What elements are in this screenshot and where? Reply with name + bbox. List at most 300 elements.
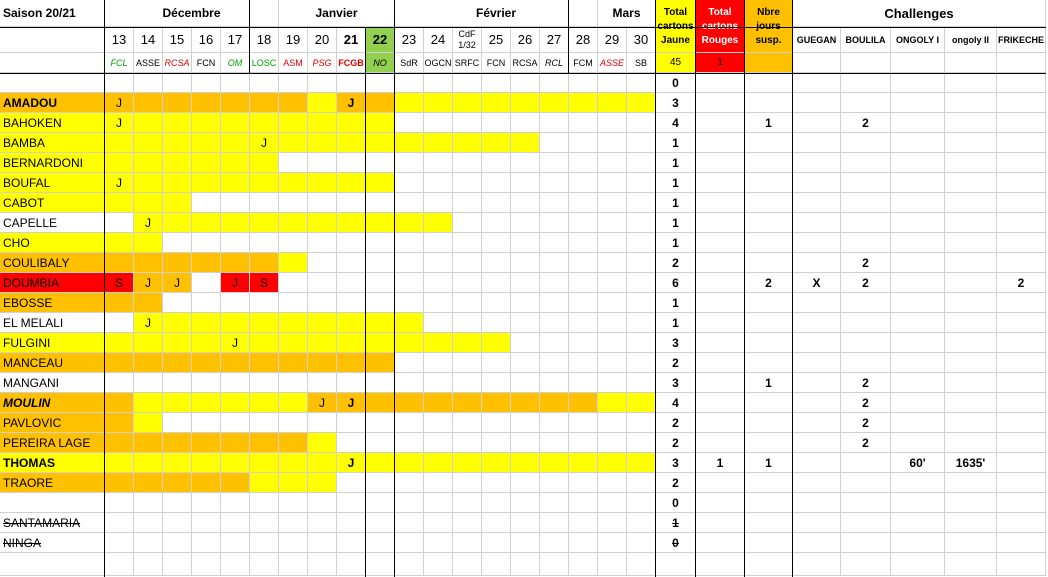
match-cell[interactable] (105, 453, 134, 473)
player-name-cell[interactable]: MANGANI (0, 373, 105, 393)
match-cell[interactable] (105, 333, 134, 353)
player-name-cell[interactable]: DOUMBIA (0, 273, 105, 293)
match-cell[interactable] (134, 393, 163, 413)
match-cell[interactable]: J (337, 93, 366, 113)
match-cell[interactable]: J (337, 453, 366, 473)
match-cell[interactable] (424, 453, 453, 473)
match-cell[interactable] (395, 433, 424, 453)
player-name-cell[interactable]: FULGINI (0, 333, 105, 353)
match-cell[interactable] (598, 393, 627, 413)
match-cell[interactable] (163, 213, 192, 233)
match-cell[interactable] (540, 453, 569, 473)
match-cell[interactable] (540, 233, 569, 253)
match-cell[interactable] (192, 433, 221, 453)
match-cell[interactable] (395, 273, 424, 293)
match-cell[interactable] (540, 313, 569, 333)
match-cell[interactable] (192, 473, 221, 493)
match-cell[interactable] (598, 113, 627, 133)
match-cell[interactable] (482, 433, 511, 453)
match-cell[interactable] (105, 213, 134, 233)
match-cell[interactable] (279, 453, 308, 473)
match-cell[interactable] (453, 153, 482, 173)
player-name-cell[interactable]: BERNARDONI (0, 153, 105, 173)
match-cell[interactable] (134, 373, 163, 393)
match-cell[interactable] (221, 133, 250, 153)
match-cell[interactable] (308, 113, 337, 133)
match-cell[interactable] (134, 473, 163, 493)
match-cell[interactable] (192, 413, 221, 433)
match-cell[interactable] (482, 173, 511, 193)
match-cell[interactable] (279, 233, 308, 253)
match-cell[interactable] (627, 333, 656, 353)
match-cell[interactable] (569, 93, 598, 113)
match-cell[interactable] (540, 373, 569, 393)
match-cell[interactable] (453, 133, 482, 153)
match-cell[interactable] (221, 193, 250, 213)
match-cell[interactable] (540, 173, 569, 193)
match-cell[interactable] (482, 453, 511, 473)
match-cell[interactable] (511, 293, 540, 313)
match-cell[interactable]: S (105, 273, 134, 293)
match-cell[interactable] (308, 333, 337, 353)
match-cell[interactable] (366, 333, 395, 353)
match-cell[interactable] (424, 133, 453, 153)
match-cell[interactable] (163, 93, 192, 113)
match-cell[interactable] (192, 153, 221, 173)
match-cell[interactable] (134, 453, 163, 473)
player-name-cell[interactable]: MOULIN (0, 393, 105, 413)
match-cell[interactable] (250, 213, 279, 233)
match-cell[interactable] (134, 493, 163, 513)
match-cell[interactable]: J (163, 273, 192, 293)
match-cell[interactable] (453, 353, 482, 373)
match-cell[interactable] (192, 193, 221, 213)
match-cell[interactable] (366, 293, 395, 313)
match-cell[interactable] (337, 173, 366, 193)
match-cell[interactable] (366, 453, 395, 473)
match-cell[interactable] (308, 433, 337, 453)
match-cell[interactable] (540, 133, 569, 153)
match-cell[interactable] (424, 173, 453, 193)
match-cell[interactable] (424, 353, 453, 373)
match-cell[interactable] (569, 133, 598, 153)
match-cell[interactable] (395, 133, 424, 153)
match-cell[interactable] (482, 273, 511, 293)
match-cell[interactable] (569, 253, 598, 273)
match-cell[interactable] (569, 453, 598, 473)
match-cell[interactable] (424, 193, 453, 213)
match-cell[interactable] (221, 393, 250, 413)
match-cell[interactable] (366, 253, 395, 273)
match-cell[interactable]: S (250, 273, 279, 293)
match-cell[interactable] (453, 173, 482, 193)
match-cell[interactable] (366, 373, 395, 393)
match-cell[interactable] (569, 413, 598, 433)
match-cell[interactable] (192, 133, 221, 153)
match-cell[interactable] (511, 253, 540, 273)
match-cell[interactable] (308, 233, 337, 253)
player-name-cell[interactable]: AMADOU (0, 93, 105, 113)
player-name-cell[interactable]: EBOSSE (0, 293, 105, 313)
match-cell[interactable] (192, 493, 221, 513)
match-cell[interactable] (192, 333, 221, 353)
match-cell[interactable] (337, 433, 366, 453)
match-cell[interactable] (250, 313, 279, 333)
match-cell[interactable] (366, 133, 395, 153)
match-cell[interactable] (308, 133, 337, 153)
match-cell[interactable] (540, 93, 569, 113)
player-name-cell[interactable]: BOUFAL (0, 173, 105, 193)
match-cell[interactable] (482, 233, 511, 253)
match-cell[interactable] (366, 533, 395, 553)
match-cell[interactable] (308, 313, 337, 333)
match-cell[interactable] (598, 453, 627, 473)
match-cell[interactable] (308, 213, 337, 233)
match-cell[interactable] (134, 173, 163, 193)
match-cell[interactable] (163, 153, 192, 173)
match-cell[interactable] (482, 193, 511, 213)
match-cell[interactable] (395, 293, 424, 313)
match-cell[interactable] (192, 453, 221, 473)
match-cell[interactable] (221, 353, 250, 373)
match-cell[interactable] (163, 513, 192, 533)
match-cell[interactable] (540, 113, 569, 133)
match-cell[interactable] (511, 193, 540, 213)
match-cell[interactable] (482, 153, 511, 173)
match-cell[interactable] (308, 353, 337, 373)
match-cell[interactable] (598, 233, 627, 253)
match-cell[interactable] (598, 333, 627, 353)
match-cell[interactable] (569, 273, 598, 293)
match-cell[interactable] (250, 533, 279, 553)
player-name-cell[interactable]: BAHOKEN (0, 113, 105, 133)
match-cell[interactable] (221, 293, 250, 313)
match-cell[interactable] (569, 213, 598, 233)
match-cell[interactable] (308, 153, 337, 173)
match-cell[interactable] (308, 413, 337, 433)
match-cell[interactable] (192, 93, 221, 113)
match-cell[interactable] (511, 153, 540, 173)
match-cell[interactable] (250, 493, 279, 513)
match-cell[interactable] (105, 393, 134, 413)
match-cell[interactable]: J (221, 333, 250, 353)
match-cell[interactable] (395, 113, 424, 133)
match-cell[interactable] (598, 153, 627, 173)
match-cell[interactable] (569, 233, 598, 253)
match-cell[interactable] (308, 173, 337, 193)
match-cell[interactable] (395, 353, 424, 373)
match-cell[interactable] (482, 413, 511, 433)
player-name-cell[interactable]: COULIBALY (0, 253, 105, 273)
match-cell[interactable] (192, 393, 221, 413)
match-cell[interactable] (395, 393, 424, 413)
match-cell[interactable] (337, 493, 366, 513)
match-cell[interactable] (134, 353, 163, 373)
match-cell[interactable] (511, 213, 540, 233)
match-cell[interactable] (395, 493, 424, 513)
match-cell[interactable] (134, 233, 163, 253)
match-cell[interactable] (250, 193, 279, 213)
match-cell[interactable] (482, 293, 511, 313)
match-cell[interactable] (511, 393, 540, 413)
match-cell[interactable] (250, 433, 279, 453)
match-cell[interactable] (511, 433, 540, 453)
match-cell[interactable] (453, 253, 482, 273)
match-cell[interactable] (395, 153, 424, 173)
match-cell[interactable] (453, 273, 482, 293)
match-cell[interactable] (540, 253, 569, 273)
match-cell[interactable] (540, 333, 569, 353)
match-cell[interactable] (569, 533, 598, 553)
match-cell[interactable] (279, 433, 308, 453)
match-cell[interactable] (627, 213, 656, 233)
match-cell[interactable] (511, 353, 540, 373)
match-cell[interactable] (134, 513, 163, 533)
match-cell[interactable]: J (337, 393, 366, 413)
match-cell[interactable] (453, 473, 482, 493)
match-cell[interactable] (482, 473, 511, 493)
match-cell[interactable] (627, 253, 656, 273)
match-cell[interactable] (598, 413, 627, 433)
player-name-cell[interactable]: PEREIRA LAGE (0, 433, 105, 453)
match-cell[interactable] (279, 153, 308, 173)
match-cell[interactable] (192, 353, 221, 373)
match-cell[interactable] (337, 193, 366, 213)
match-cell[interactable] (453, 313, 482, 333)
match-cell[interactable] (192, 113, 221, 133)
match-cell[interactable] (221, 513, 250, 533)
match-cell[interactable]: J (105, 93, 134, 113)
match-cell[interactable] (279, 173, 308, 193)
match-cell[interactable] (250, 93, 279, 113)
match-cell[interactable] (163, 233, 192, 253)
match-cell[interactable] (511, 413, 540, 433)
match-cell[interactable] (192, 213, 221, 233)
player-name-cell[interactable]: BAMBA (0, 133, 105, 153)
match-cell[interactable] (250, 253, 279, 273)
match-cell[interactable] (482, 353, 511, 373)
match-cell[interactable] (627, 193, 656, 213)
match-cell[interactable] (569, 353, 598, 373)
match-cell[interactable] (511, 493, 540, 513)
match-cell[interactable] (511, 93, 540, 113)
match-cell[interactable] (482, 133, 511, 153)
match-cell[interactable] (337, 153, 366, 173)
match-cell[interactable] (337, 133, 366, 153)
match-cell[interactable] (337, 273, 366, 293)
match-cell[interactable] (627, 513, 656, 533)
match-cell[interactable] (395, 333, 424, 353)
match-cell[interactable] (134, 133, 163, 153)
match-cell[interactable] (627, 473, 656, 493)
match-cell[interactable] (337, 293, 366, 313)
match-cell[interactable] (163, 413, 192, 433)
match-cell[interactable] (598, 513, 627, 533)
match-cell[interactable] (482, 493, 511, 513)
match-cell[interactable] (511, 513, 540, 533)
match-cell[interactable] (482, 253, 511, 273)
match-cell[interactable] (627, 393, 656, 413)
match-cell[interactable] (105, 193, 134, 213)
match-cell[interactable] (540, 493, 569, 513)
match-cell[interactable] (424, 413, 453, 433)
match-cell[interactable] (453, 233, 482, 253)
match-cell[interactable] (308, 273, 337, 293)
match-cell[interactable] (453, 113, 482, 133)
match-cell[interactable] (279, 513, 308, 533)
match-cell[interactable] (569, 393, 598, 413)
match-cell[interactable] (192, 273, 221, 293)
match-cell[interactable] (598, 193, 627, 213)
match-cell[interactable] (598, 373, 627, 393)
match-cell[interactable] (627, 273, 656, 293)
match-cell[interactable] (134, 433, 163, 453)
match-cell[interactable] (627, 373, 656, 393)
match-cell[interactable] (540, 473, 569, 493)
match-cell[interactable] (395, 233, 424, 253)
match-cell[interactable] (250, 353, 279, 373)
match-cell[interactable] (627, 413, 656, 433)
match-cell[interactable] (453, 433, 482, 453)
match-cell[interactable] (192, 313, 221, 333)
match-cell[interactable] (627, 313, 656, 333)
match-cell[interactable] (163, 373, 192, 393)
match-cell[interactable] (540, 293, 569, 313)
match-cell[interactable] (105, 253, 134, 273)
match-cell[interactable] (221, 153, 250, 173)
match-cell[interactable] (337, 333, 366, 353)
player-name-cell[interactable] (0, 493, 105, 513)
match-cell[interactable] (250, 233, 279, 253)
match-cell[interactable] (250, 453, 279, 473)
match-cell[interactable] (308, 193, 337, 213)
match-cell[interactable] (250, 293, 279, 313)
match-cell[interactable] (221, 373, 250, 393)
match-cell[interactable] (511, 373, 540, 393)
match-cell[interactable] (366, 513, 395, 533)
match-cell[interactable]: J (134, 273, 163, 293)
match-cell[interactable] (105, 533, 134, 553)
match-cell[interactable] (424, 273, 453, 293)
match-cell[interactable] (424, 253, 453, 273)
match-cell[interactable] (627, 493, 656, 513)
match-cell[interactable] (540, 513, 569, 533)
match-cell[interactable] (308, 93, 337, 113)
player-name-cell[interactable]: THOMAS (0, 453, 105, 473)
match-cell[interactable] (221, 433, 250, 453)
match-cell[interactable] (569, 333, 598, 353)
match-cell[interactable] (279, 93, 308, 113)
match-cell[interactable] (598, 353, 627, 373)
match-cell[interactable] (308, 373, 337, 393)
match-cell[interactable] (105, 293, 134, 313)
match-cell[interactable] (627, 93, 656, 113)
match-cell[interactable] (598, 133, 627, 153)
match-cell[interactable] (366, 193, 395, 213)
match-cell[interactable] (221, 413, 250, 433)
match-cell[interactable] (569, 193, 598, 213)
match-cell[interactable] (105, 233, 134, 253)
match-cell[interactable] (279, 193, 308, 213)
match-cell[interactable] (192, 233, 221, 253)
match-cell[interactable]: J (105, 173, 134, 193)
match-cell[interactable]: J (105, 113, 134, 133)
match-cell[interactable] (192, 373, 221, 393)
match-cell[interactable]: J (134, 213, 163, 233)
match-cell[interactable] (511, 113, 540, 133)
match-cell[interactable] (163, 293, 192, 313)
match-cell[interactable] (540, 153, 569, 173)
match-cell[interactable] (482, 513, 511, 533)
match-cell[interactable] (163, 173, 192, 193)
match-cell[interactable] (308, 293, 337, 313)
match-cell[interactable] (395, 93, 424, 113)
match-cell[interactable] (134, 533, 163, 553)
match-cell[interactable] (482, 213, 511, 233)
match-cell[interactable] (308, 533, 337, 553)
match-cell[interactable] (221, 313, 250, 333)
match-cell[interactable] (221, 253, 250, 273)
match-cell[interactable] (221, 533, 250, 553)
match-cell[interactable] (105, 313, 134, 333)
match-cell[interactable] (395, 173, 424, 193)
match-cell[interactable] (279, 113, 308, 133)
match-cell[interactable] (424, 493, 453, 513)
match-cell[interactable] (163, 533, 192, 553)
match-cell[interactable] (337, 353, 366, 373)
match-cell[interactable] (366, 473, 395, 493)
match-cell[interactable] (163, 313, 192, 333)
match-cell[interactable] (163, 333, 192, 353)
match-cell[interactable] (366, 313, 395, 333)
player-name-cell[interactable]: CHO (0, 233, 105, 253)
match-cell[interactable] (163, 353, 192, 373)
match-cell[interactable] (366, 113, 395, 133)
match-cell[interactable] (453, 193, 482, 213)
match-cell[interactable] (511, 333, 540, 353)
match-cell[interactable] (598, 93, 627, 113)
match-cell[interactable] (511, 313, 540, 333)
match-cell[interactable]: J (250, 133, 279, 153)
match-cell[interactable] (482, 93, 511, 113)
match-cell[interactable] (366, 173, 395, 193)
match-cell[interactable] (395, 453, 424, 473)
match-cell[interactable] (337, 313, 366, 333)
match-cell[interactable] (395, 373, 424, 393)
match-cell[interactable] (569, 173, 598, 193)
match-cell[interactable] (250, 373, 279, 393)
match-cell[interactable] (424, 313, 453, 333)
match-cell[interactable] (337, 233, 366, 253)
match-cell[interactable] (598, 173, 627, 193)
match-cell[interactable] (221, 113, 250, 133)
match-cell[interactable] (627, 353, 656, 373)
match-cell[interactable] (192, 513, 221, 533)
match-cell[interactable] (279, 353, 308, 373)
match-cell[interactable] (424, 213, 453, 233)
match-cell[interactable] (134, 413, 163, 433)
match-cell[interactable]: J (134, 313, 163, 333)
match-cell[interactable] (569, 293, 598, 313)
match-cell[interactable] (627, 133, 656, 153)
match-cell[interactable] (569, 493, 598, 513)
match-cell[interactable] (250, 473, 279, 493)
match-cell[interactable] (192, 173, 221, 193)
match-cell[interactable] (540, 353, 569, 373)
match-cell[interactable] (279, 413, 308, 433)
match-cell[interactable] (105, 353, 134, 373)
match-cell[interactable] (511, 533, 540, 553)
